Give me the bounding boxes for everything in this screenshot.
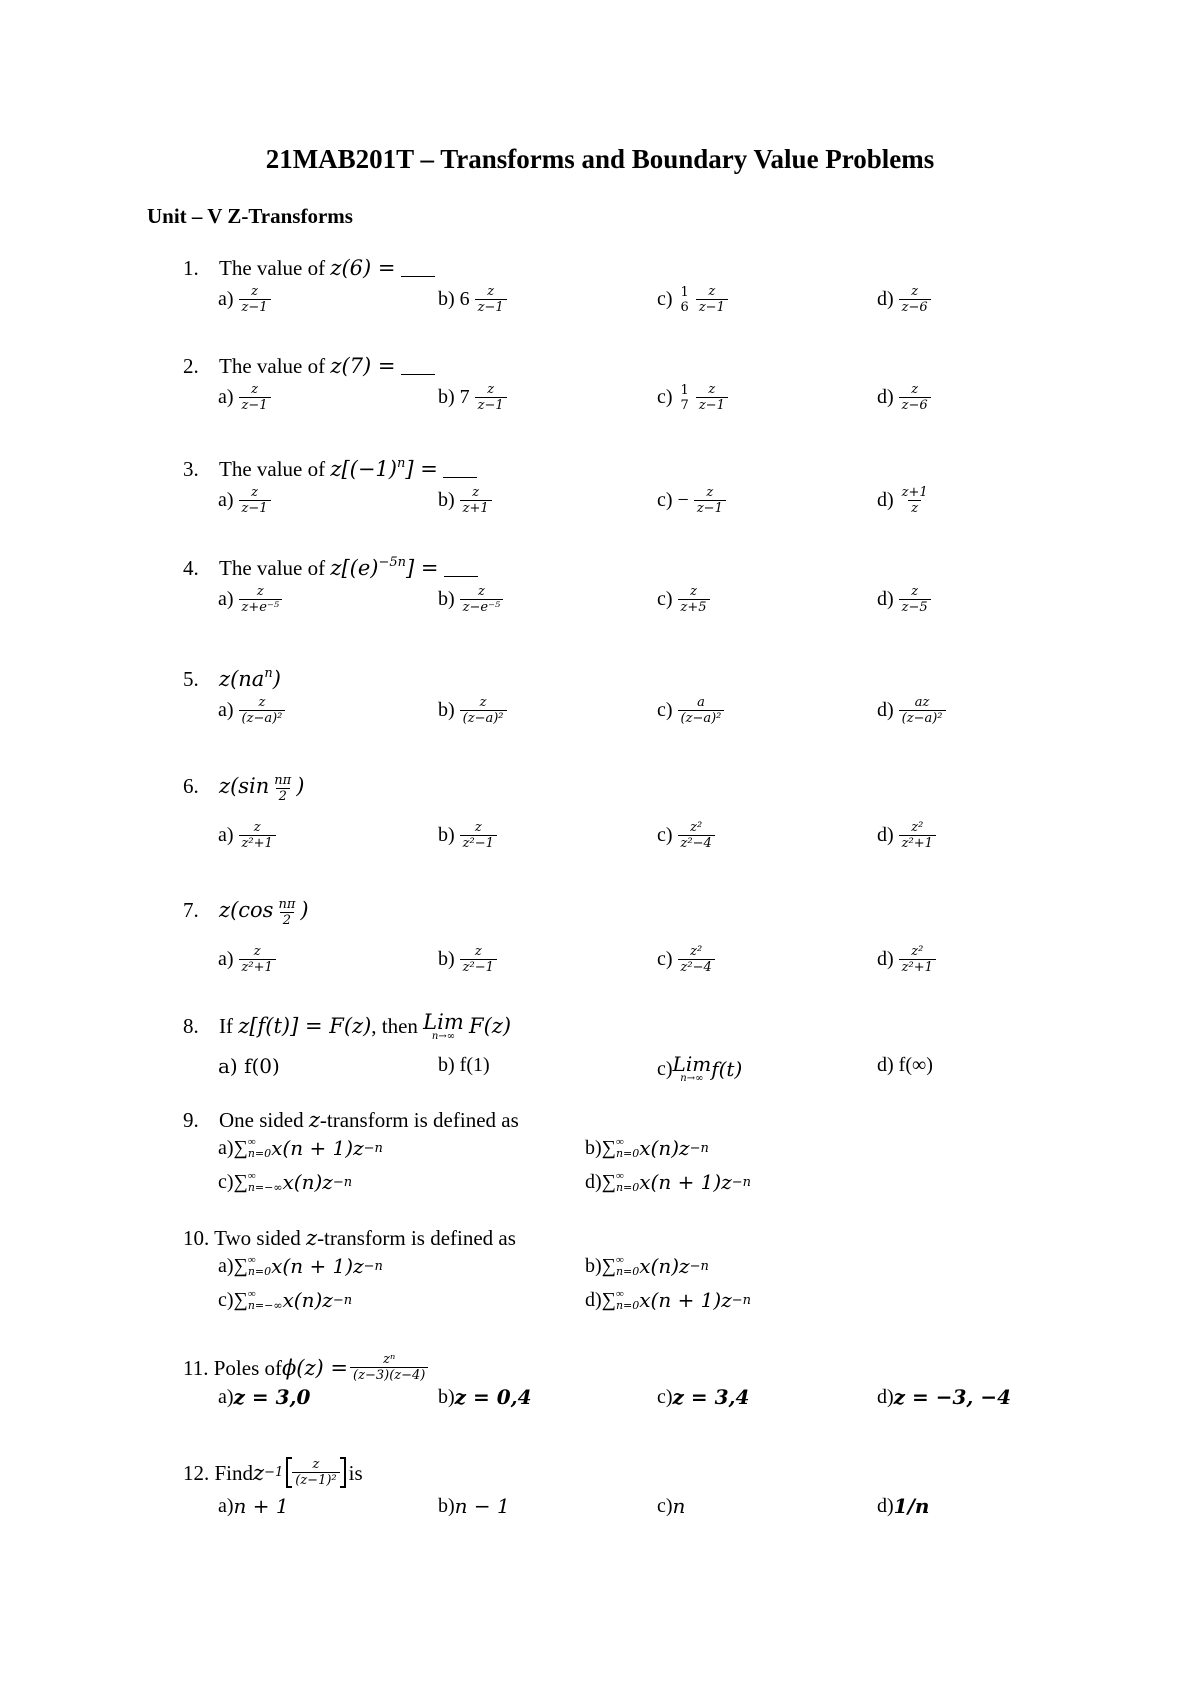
question-math: z(na: [219, 667, 265, 691]
option-b: b) z = 0,4: [438, 1385, 532, 1409]
option-c: c) 1 7 $\frac{z}{z-1}$: [657, 382, 730, 413]
question-9: 9. One sided z-transform is defined as a) ∑ ∞ n=0 x(n + 1)z −n b) ∑ ∞ n=0 x(n)z −n c) ∑ ∞ n=−∞ x(n)z −n d) ∑ ∞ n=0 x(n + 1)z −n: [183, 1108, 752, 1194]
question-8: 8. If z[f(t)] = F(z), then Lim n→∞ F(z) a) f(0) b) f(1) c) Lim n→∞ f(t) d) f(∞): [183, 1010, 933, 1084]
option-a: a) n + 1: [218, 1494, 289, 1518]
option-d: d) $\frac{z}{z-6}$: [877, 284, 933, 315]
option-d: d) z = −3, −4: [877, 1385, 1011, 1409]
option-b: b) $\frac{z}{\text{z²−1}}$: [438, 944, 499, 975]
question-number: 7.: [183, 898, 199, 922]
question-math: z[(−1): [330, 457, 397, 481]
question-3: 3. The value of $z[(-1)^n]$ = a) $\frac{z}{z-1}$ b) $\frac{z}{z+1}$ c) − $\frac{z}{z-1}$ d) $\frac{z+1}{z}$: [183, 450, 1083, 525]
question-12: 12. Find z −1 $\frac{z}{\text{(z−1)²}}$ is a) n + 1 b) n − 1 c) n d) 1/n: [183, 1457, 930, 1518]
option-b: b) $\frac{z}{\text{z−e⁻⁵}}$: [438, 584, 505, 615]
question-2: [183, 352, 1083, 422]
question-number: 1.: [183, 256, 199, 280]
answer-blank: [401, 374, 435, 375]
option-a: a) z = 3,0: [218, 1385, 311, 1409]
question-1: [183, 254, 1083, 324]
question-text: The value of: [219, 457, 331, 481]
option-c: c) $\frac{\text{z²}}{\text{z²−4}}$: [657, 820, 717, 851]
option-c: c) z = 3,4: [657, 1385, 750, 1409]
answer-blank: [401, 276, 435, 277]
question-math: z(sin: [219, 774, 270, 798]
option-c: c) ∑ ∞ n=−∞ x(n)z −n: [218, 1288, 353, 1312]
question-number: 11.: [183, 1355, 209, 1380]
option-d: d) $\frac{az}{\text{(z−a)²}}$: [877, 695, 948, 726]
question-text: The value of: [219, 556, 331, 580]
option-c: c) $\frac{z}{z+5}$: [657, 584, 712, 615]
question-math: z(cos: [219, 898, 274, 922]
option-a: a) $\frac{z}{\text{z²+1}}$: [218, 820, 278, 851]
option-b: b) $\frac{z}{\text{z²−1}}$: [438, 820, 499, 851]
option-b: b) $\frac{z}{\text{(z−a)²}}$: [438, 695, 509, 726]
option-b: b) ∑ ∞ n=0 x(n)z −n: [585, 1136, 709, 1160]
option-b: b) ∑ ∞ n=0 x(n)z −n: [585, 1254, 709, 1278]
option-d: d) f(∞): [877, 1054, 933, 1076]
option-b: b) 6 $\frac{z}{z-1}$: [438, 284, 509, 315]
option-c: c) − $\frac{z}{z-1}$: [657, 485, 728, 516]
question-text: The value of: [219, 256, 331, 280]
option-d: d) $\frac{\text{z²}}{\text{z²+1}}$: [877, 944, 938, 975]
question-number: 4.: [183, 556, 199, 580]
option-a: a) ∑ ∞ n=0 x(n + 1)z −n: [218, 1136, 383, 1160]
question-math: z(7) =: [330, 354, 396, 378]
option-a: a) ∑ ∞ n=0 x(n + 1)z −n: [218, 1254, 383, 1278]
option-c: c) $\frac{a}{\text{(z−a)²}}$: [657, 695, 726, 726]
option-a: a) $\frac{z}{\text{z+e⁻⁵}}$: [218, 584, 284, 615]
option-d: d) $\frac{z}{z-5}$: [877, 584, 933, 615]
option-d: d) $\frac{z}{z-6}$: [877, 382, 933, 413]
question-number: 5.: [183, 667, 199, 691]
unit-heading: Unit – V Z-Transforms: [147, 204, 353, 228]
question-5: 5. $z(na^n)$ a) $\frac{z}{\text{(z−a)²}}$ b) $\frac{z}{\text{(z−a)²}}$ c) $\frac{a}{\text{(z−a)²}}$ d) $\frac{az}{\text{(z−a)²}}$: [183, 660, 1083, 735]
option-a: a) $\frac{z}{\text{z²+1}}$: [218, 944, 278, 975]
option-c: c) n: [657, 1494, 686, 1518]
option-b: b) n − 1: [438, 1494, 510, 1518]
question-11: 11. Poles of ϕ(z) = $\frac{\text{zⁿ}}{(z-3)(z-4)}$ a) z = 3,0 b) z = 0,4 c) z = 3,4 d) z = −3, −4: [183, 1352, 1011, 1409]
question-6: 6. z(sin $\frac{n\pi}{2}$ ) a) $\frac{z}{\text{z²+1}}$ b) $\frac{z}{\text{z²−1}}$ c) $\frac{\text{z²}}{\text{z²−4}}$ d) $\frac{\text{z²}}{\text{z²+1}}$: [183, 772, 1083, 864]
option-c: c) $\frac{\text{z²}}{\text{z²−4}}$: [657, 944, 717, 975]
option-d: d) $\frac{z+1}{z}$: [877, 485, 928, 516]
page-title: 21MAB201T – Transforms and Boundary Value Problems: [265, 144, 935, 174]
option-d: d) $\frac{\text{z²}}{\text{z²+1}}$: [877, 820, 938, 851]
option-b: b) $\frac{z}{z+1}$: [438, 485, 494, 516]
option-a: a) f(0): [218, 1054, 280, 1078]
question-number: 10.: [183, 1226, 210, 1250]
question-number: 8.: [183, 1014, 199, 1038]
option-a: a) $\frac{z}{z-1}$: [218, 284, 273, 315]
question-text: The value of: [219, 354, 331, 378]
option-c: c) Lim n→∞ f(t): [657, 1052, 743, 1084]
question-10: 10. Two sided z-transform is defined as a) ∑ ∞ n=0 x(n + 1)z −n b) ∑ ∞ n=0 x(n)z −n c) ∑ ∞ n=−∞ x(n)z −n d) ∑ ∞ n=0 x(n + 1)z −n: [183, 1226, 752, 1312]
question-4: 4. The value of $z[(e)^{-5n}]$ = a) $\frac{z}{\text{z+e⁻⁵}}$ b) $\frac{z}{\text{z−e⁻⁵}}$ c) $\frac{z}{z+5}$ d) $\frac{z}{z-5}$: [183, 549, 1083, 624]
option-d: d) 1/n: [877, 1494, 930, 1518]
option-c: c) 1 6 $\frac{z}{z-1}$: [657, 284, 730, 315]
option-c: c) ∑ ∞ n=−∞ x(n)z −n: [218, 1170, 353, 1194]
option-a: a) $\frac{z}{\text{(z−a)²}}$: [218, 695, 287, 726]
option-b: b) 7 $\frac{z}{z-1}$: [438, 382, 509, 413]
question-number: 3.: [183, 457, 199, 481]
option-a: a) $\frac{z}{z-1}$: [218, 382, 273, 413]
option-a: a) $\frac{z}{z-1}$: [218, 485, 273, 516]
option-d: d) ∑ ∞ n=0 x(n + 1)z −n: [585, 1170, 752, 1194]
question-number: 2.: [183, 354, 199, 378]
option-d: d) ∑ ∞ n=0 x(n + 1)z −n: [585, 1288, 752, 1312]
question-7: 7. z(cos $\frac{n\pi}{2}$ ) a) $\frac{z}{\text{z²+1}}$ b) $\frac{z}{\text{z²−1}}$ c) $\frac{\text{z²}}{\text{z²−4}}$ d) $\frac{\text{z²}}{\text{z²+1}}$: [183, 896, 1083, 988]
answer-blank: [443, 477, 477, 478]
question-math: z[(e): [330, 556, 379, 580]
question-number: 12.: [183, 1460, 210, 1485]
question-number: 9.: [183, 1108, 199, 1132]
question-number: 6.: [183, 774, 199, 798]
answer-blank: [444, 576, 478, 577]
bracket: $\frac{z}{\text{(z−1)²}}$: [286, 1457, 345, 1488]
option-b: b) f(1): [438, 1054, 490, 1076]
question-math: z(6) =: [330, 256, 396, 280]
